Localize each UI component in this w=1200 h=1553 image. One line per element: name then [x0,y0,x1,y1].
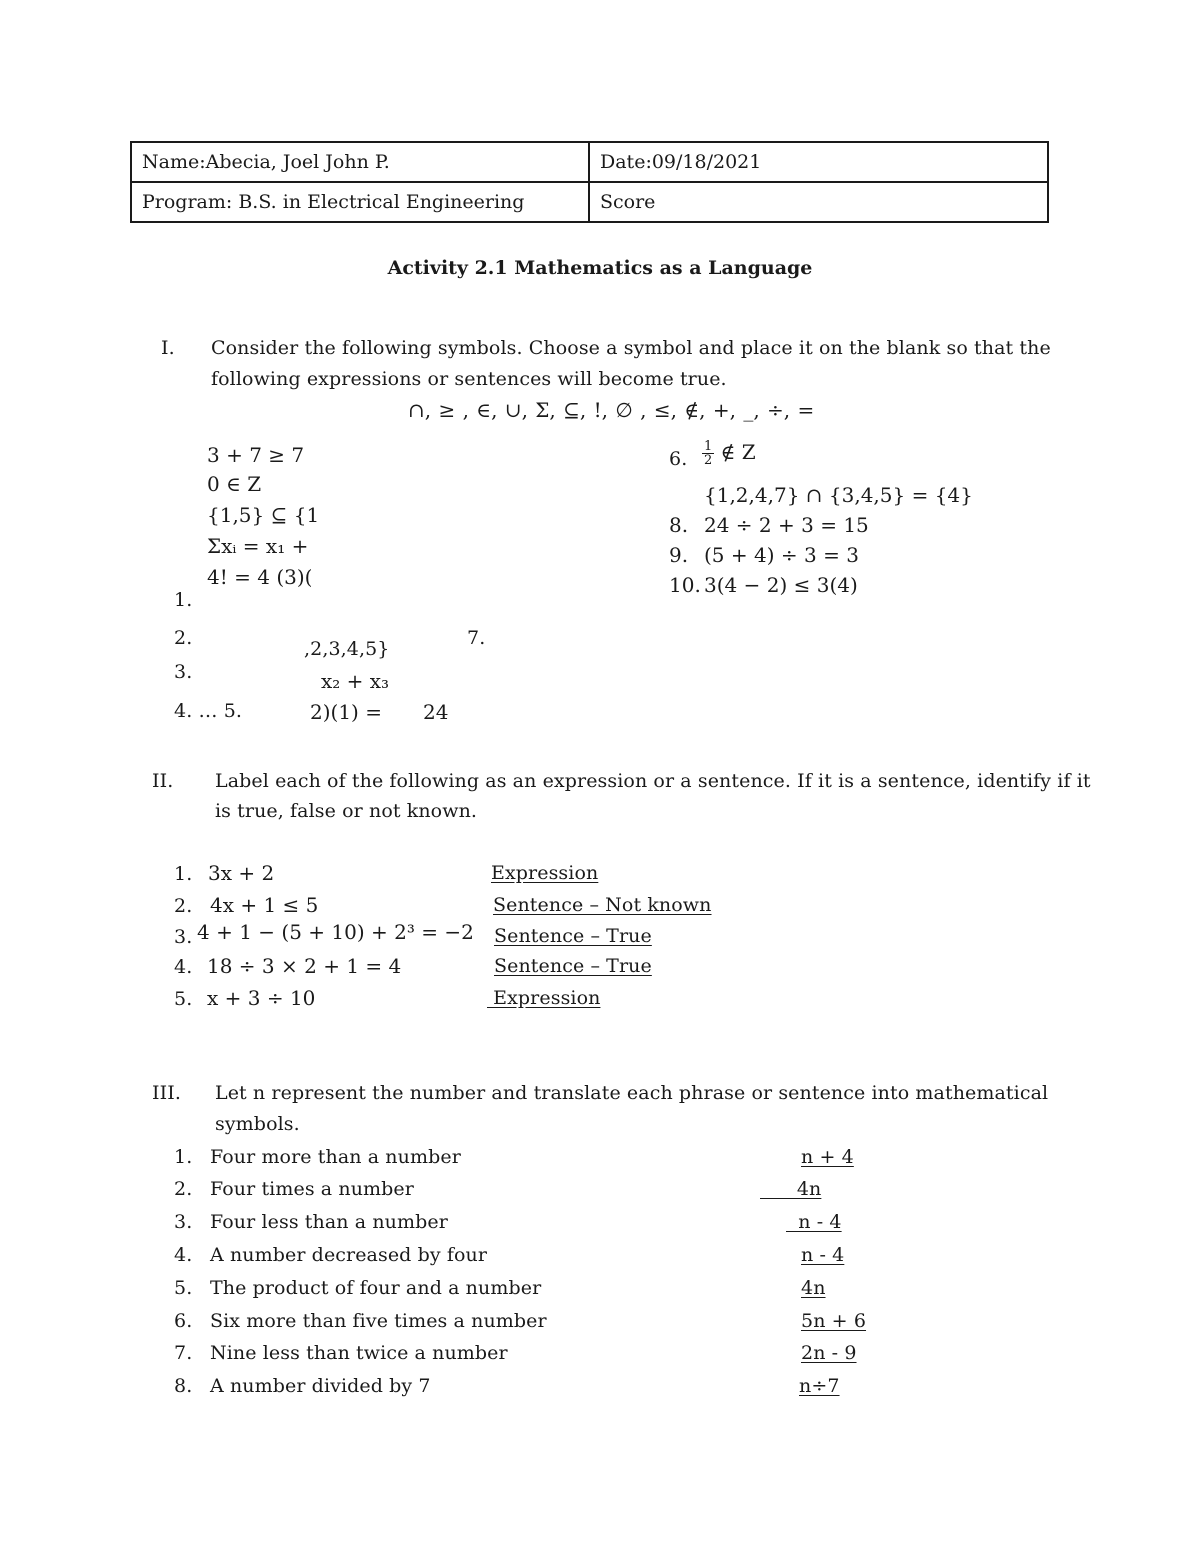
part2-instruction-line1: Label each of the following as an expression or a sentence. If it is a sentence, identify if it [215,770,1091,792]
p2-num2: 2. [174,895,193,917]
p1-item3: {1,5} ⊆ {1 [207,503,320,527]
p3-phrase5: The product of four and a number [210,1277,542,1299]
p3-phrase2: Four times a number [210,1178,414,1200]
p1-item9: (5 + 4) ÷ 3 = 3 [704,543,859,567]
p2-answer3: Sentence – True [494,925,652,947]
name-cell: Name:Abecia, Joel John P. [131,142,589,182]
info-table [130,141,1049,223]
p3-answer1: n + 4 [801,1146,854,1168]
p3-phrase3: Four less than a number [210,1211,448,1233]
p3-phrase7: Nine less than twice a number [210,1342,508,1364]
p2-expr3: 4 + 1 − (5 + 10) + 2³ = −2 [197,920,474,944]
page-title: Activity 2.1 Mathematics as a Language [387,257,813,279]
p1-cont5-answer: 24 [423,700,449,724]
p2-answer4: Sentence – True [494,955,652,977]
p3-answer2: 4n [760,1178,822,1200]
p3-answer4: n - 4 [801,1244,845,1266]
p3-answer7: 2n - 9 [801,1342,857,1364]
p1-item6-rest: ∉ Z [720,440,756,464]
p3-num8: 8. [174,1375,193,1397]
part2-roman: II. [152,770,174,792]
program-cell: Program: B.S. in Electrical Engineering [131,182,589,222]
p3-phrase4: A number decreased by four [210,1244,488,1266]
p2-expr1: 3x + 2 [208,861,275,885]
p2-answer2: Sentence – Not known [493,894,712,916]
p3-num4: 4. [174,1244,193,1266]
p3-num6: 6. [174,1310,193,1332]
p2-num3: 3. [174,926,193,948]
p1-num3: 3. [174,661,193,683]
p3-num3: 3. [174,1211,193,1233]
p2-answer1: Expression [491,862,599,884]
part3-instruction-line2: symbols. [215,1113,300,1135]
p1-cont3: ,2,3,4,5} [304,638,390,660]
p1-num10: 10. [669,573,701,597]
p1-item7: {1,2,4,7} ∩ {3,4,5} = {4} [704,483,973,507]
p2-num1: 1. [174,863,193,885]
part2-instruction-line2: is true, false or not known. [215,800,478,822]
p1-item2: 0 ∈ Z [207,472,262,496]
p1-num9: 9. [669,543,689,567]
p3-answer6: 5n + 6 [801,1310,867,1332]
p3-answer3: n - 4 [786,1211,842,1233]
p1-item6 [702,440,756,467]
p3-num7: 7. [174,1342,193,1364]
p3-num1: 1. [174,1146,193,1168]
p1-num6: 6. [669,448,688,470]
date-cell: Date:09/18/2021 [589,142,1048,182]
p3-answer8: n÷7 [799,1375,840,1397]
frac-denominator: 2 [704,453,713,468]
part1-instruction-line1: Consider the following symbols. Choose a symbol and place it on the blank so that the [211,337,1051,359]
p3-num2: 2. [174,1178,193,1200]
p2-num4: 4. [174,956,193,978]
p3-phrase6: Six more than five times a number [210,1310,547,1332]
part1-roman: I. [161,337,175,359]
p1-num2: 2. [174,627,193,649]
p1-item1: 3 + 7 ≥ 7 [207,443,305,467]
p1-cont5: 2)(1) = [310,700,382,724]
p1-num1: 1. [174,589,193,611]
p2-expr4: 18 ÷ 3 × 2 + 1 = 4 [207,954,402,978]
p1-num7: 7. [467,627,486,649]
p1-item8: 24 ÷ 2 + 3 = 15 [704,513,869,537]
symbol-list: ∩, ≥ , ∈, ∪, Σ, ⊆, !, ∅ , ≤, ∉, +, _, ÷, = [408,398,815,422]
p2-expr5: x + 3 ÷ 10 [207,986,316,1010]
score-cell: Score [589,182,1048,222]
frac-numerator: 1 [704,439,713,454]
p1-item4: Σxᵢ = x₁ + [207,534,309,558]
p1-item10: 3(4 − 2) ≤ 3(4) [704,573,858,597]
p2-num5: 5. [174,988,193,1010]
p3-phrase1: Four more than a number [210,1146,461,1168]
p1-num4-5: 4. … 5. [174,700,243,722]
part3-roman: III. [152,1082,181,1104]
p3-answer5: 4n [801,1277,826,1299]
p2-expr2: 4x + 1 ≤ 5 [210,893,319,917]
p3-num5: 5. [174,1277,193,1299]
p3-phrase8: A number divided by 7 [210,1375,431,1397]
p1-item5: 4! = 4 (3)( [207,565,313,589]
p1-cont4: x₂ + x₃ [321,669,390,693]
part3-instruction-line1: Let n represent the number and translate each phrase or sentence into mathematical [215,1082,1049,1104]
p1-num8: 8. [669,513,689,537]
part1-instruction-line2: following expressions or sentences will become true. [211,368,727,390]
fraction-one-half [702,440,714,467]
p2-answer5: Expression [487,987,601,1009]
